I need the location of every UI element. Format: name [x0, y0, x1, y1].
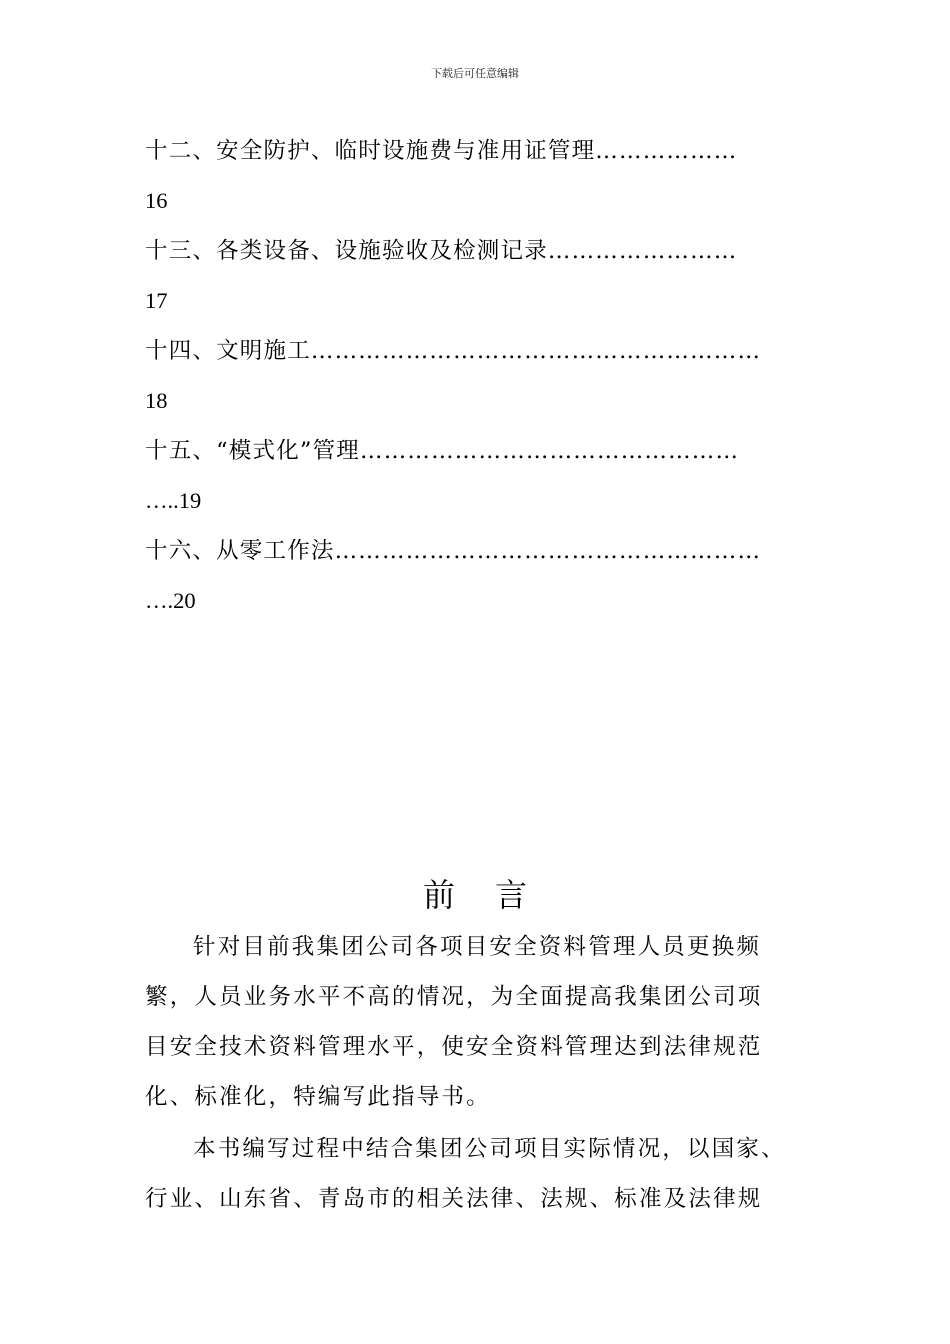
- paragraph-2-line-1: 本书编写过程中结合集团公司项目实际情况，以国家、: [193, 1136, 786, 1162]
- toc-page-15: …..19: [145, 488, 202, 513]
- toc-page-12: 16: [145, 188, 168, 213]
- download-note: 下载后可任意编辑: [431, 67, 519, 80]
- toc-entry-14: 十四、文明施工…………………………………………………: [145, 338, 762, 364]
- paragraph-1-line-3: 目安全技术资料管理水平，使安全资料管理达到法律规范: [145, 1034, 763, 1060]
- paragraph-2-line-2: 行业、山东省、青岛市的相关法律、法规、标准及法律规: [145, 1186, 763, 1212]
- preface-title: 前言: [422, 876, 567, 914]
- paragraph-1-line-4: 化、标准化，特编写此指导书。: [145, 1084, 491, 1110]
- preface-body: [145, 922, 825, 1224]
- paragraph-1-line-1: 针对目前我集团公司各项目安全资料管理人员更换频: [193, 934, 762, 960]
- toc-entry-15: 十五、“模式化”管理…………………………………………: [145, 438, 740, 464]
- toc-page-14: 18: [145, 388, 168, 413]
- toc-entry-13: 十三、各类设备、设施验收及检测记录……………………: [145, 238, 738, 264]
- toc-entry-16: 十六、从零工作法………………………………………………: [145, 538, 762, 564]
- table-of-contents: [145, 126, 810, 626]
- toc-page-13: 17: [145, 288, 168, 313]
- paragraph-1-line-2: 繁，人员业务水平不高的情况，为全面提高我集团公司项: [145, 984, 763, 1010]
- toc-page-16: ….20: [145, 588, 196, 613]
- toc-entry-12: 十二、安全防护、临时设施费与准用证管理………………: [145, 138, 738, 164]
